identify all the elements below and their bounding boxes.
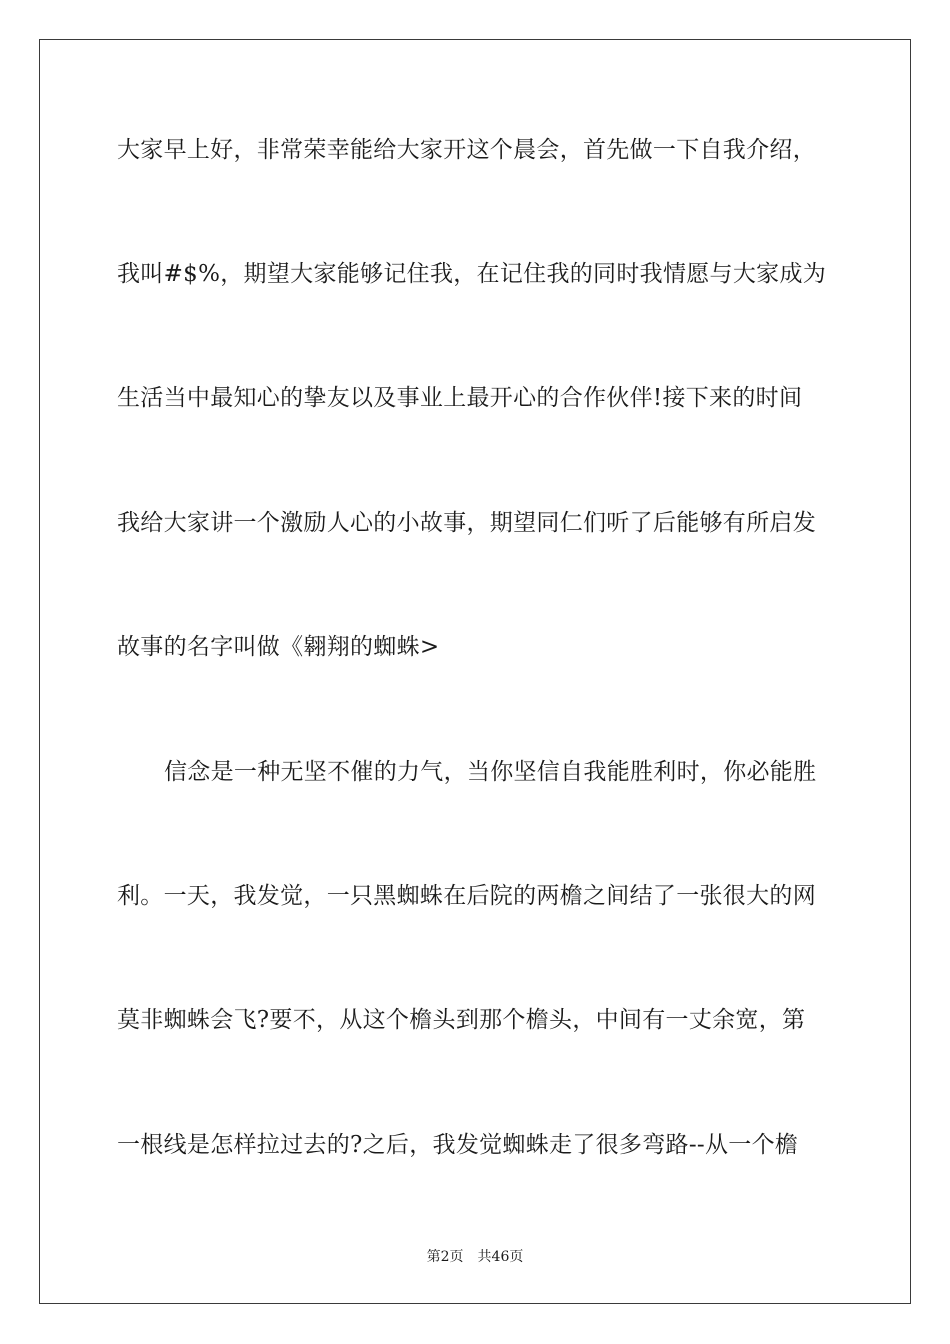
page-border xyxy=(39,39,911,1304)
paragraph-line: 我给大家讲一个激励人心的小故事，期望同仁们听了后能够有所启发 xyxy=(117,510,816,536)
paragraph-line: 故事的名字叫做《翱翔的蜘蛛> xyxy=(117,634,440,660)
page-number: 第2页 xyxy=(426,1249,464,1265)
page-total: 共46页 xyxy=(477,1249,524,1265)
paragraph-line: 一根线是怎样拉过去的?之后，我发觉蜘蛛走了很多弯路--从一个檐 xyxy=(117,1132,799,1158)
paragraph-line: 生活当中最知心的挚友以及事业上最开心的合作伙伴!接下来的时间 xyxy=(117,385,803,411)
page-footer xyxy=(0,1248,950,1266)
paragraph-line-indented: 信念是一种无坚不催的力气，当你坚信自我能胜利时，你必能胜 xyxy=(164,759,817,785)
paragraph-line: 我叫#$%，期望大家能够记住我，在记住我的同时我情愿与大家成为 xyxy=(117,261,827,287)
paragraph-line: 莫非蜘蛛会飞?要不，从这个檐头到那个檐头，中间有一丈余宽，第 xyxy=(117,1007,806,1033)
paragraph-line: 利。一天，我发觉，一只黑蜘蛛在后院的两檐之间结了一张很大的网 xyxy=(117,883,816,909)
paragraph-line: 大家早上好，非常荣幸能给大家开这个晨会，首先做一下自我介绍， xyxy=(117,137,816,163)
